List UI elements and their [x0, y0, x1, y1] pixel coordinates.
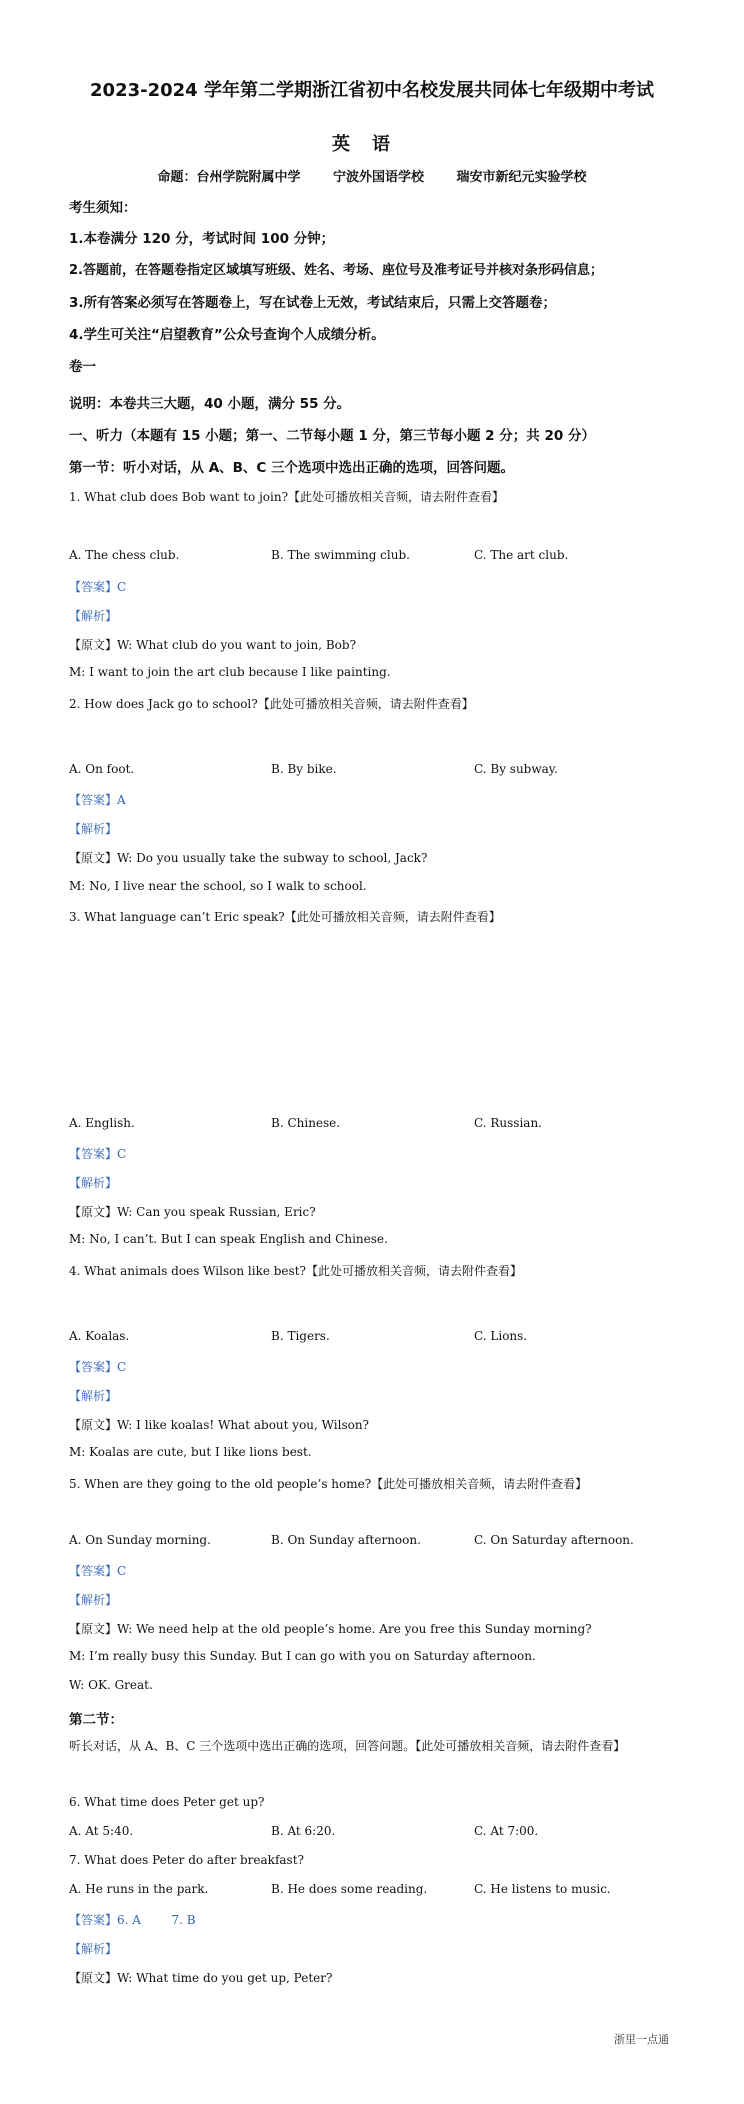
- answer-label: 【答案】A: [69, 793, 126, 807]
- analysis-label: 【解析】: [69, 1176, 118, 1190]
- notice-item: 2.答题前，在答题卷指定区域填写班级、姓名、考场、座位号及准考证号并核对条形码信息；: [69, 263, 603, 278]
- volume-explain: 说明：本卷共三大题，40 小题，满分 55 分。: [69, 396, 351, 412]
- option-c: C. Lions.: [474, 1329, 528, 1343]
- option-c: C. Russian.: [474, 1116, 542, 1130]
- option-c: C. On Saturday afternoon.: [474, 1533, 634, 1547]
- notice-heading: 考生须知：: [69, 200, 137, 216]
- analysis-label: 【解析】: [69, 822, 118, 836]
- answer-label: 【答案】C: [69, 1147, 127, 1161]
- answer-label: [69, 578, 126, 595]
- author-3: 瑞安市新纪元实验学校: [456, 170, 587, 185]
- notice-item: 1.本卷满分 120 分，考试时间 100 分钟；: [69, 231, 335, 247]
- question-5: 5. When are they going to the old people’s home?【此处可播放相关音频，请去附件查看】: [69, 1477, 588, 1491]
- analysis-label: 【解析】: [69, 1389, 118, 1403]
- transcript-line: W: OK. Great.: [69, 1678, 153, 1692]
- question-2: 2. How does Jack go to school?【此处可播放相关音频，请去附件查看】: [69, 697, 474, 711]
- transcript-line: 【原文】W: Can you speak Russian, Eric?: [69, 1205, 316, 1219]
- volume-label: 卷一: [69, 359, 96, 375]
- option-b: B. Tigers.: [271, 1329, 330, 1343]
- option-b: B. He does some reading.: [271, 1882, 428, 1896]
- footer-brand: 浙里一点通: [614, 2033, 669, 2046]
- analysis-label: 【解析】: [69, 609, 118, 623]
- transcript-line: M: No, I can’t. But I can speak English and Chinese.: [69, 1232, 388, 1246]
- transcript-line: M: Koalas are cute, but I like lions best.: [69, 1445, 312, 1459]
- question-3: 3. What language can’t Eric speak?【此处可播放相关音频，请去附件查看】: [69, 910, 501, 924]
- author-1: 命题：台州学院附属中学: [157, 170, 301, 185]
- subject-heading: 英语: [332, 134, 412, 155]
- transcript-line: 【原文】W: What club do you want to join, Bob?: [69, 638, 357, 652]
- option-c: C. The art club.: [474, 548, 569, 562]
- option-b: B. On Sunday afternoon.: [271, 1533, 421, 1547]
- question-1: 1. What club does Bob want to join?【此处可播放相关音频，请去附件查看】: [69, 490, 505, 504]
- question-6: 6. What time does Peter get up?: [69, 1795, 265, 1809]
- part1-heading: 一、听力（本题有 15 小题；第一、二节每小题 1 分，第三节每小题 2 分；共 20 分）: [69, 428, 595, 444]
- transcript-line: 【原文】W: We need help at the old people’s home. Are you free this Sunday morning?: [69, 1622, 592, 1636]
- notice-item: 4.学生可关注“启望教育”公众号查询个人成绩分析。: [69, 327, 385, 343]
- option-a: A. The chess club.: [69, 548, 180, 562]
- option-c: C. He listens to music.: [474, 1882, 611, 1896]
- answer-label: 【答案】6. A 7. B: [69, 1913, 196, 1927]
- authors-line: [0, 166, 744, 185]
- analysis-label: 【解析】: [69, 1942, 118, 1956]
- analysis-label: 【解析】: [69, 1593, 118, 1607]
- transcript-line: M: I’m really busy this Sunday. But I can go with you on Saturday afternoon.: [69, 1649, 536, 1663]
- answer-label: 【答案】C: [69, 1564, 127, 1578]
- transcript-line: 【原文】W: I like koalas! What about you, Wilson?: [69, 1418, 369, 1432]
- option-a: A. He runs in the park.: [69, 1882, 209, 1896]
- author-2: 宁波外国语学校: [332, 170, 424, 185]
- transcript-line: M: No, I live near the school, so I walk to school.: [69, 879, 367, 893]
- notice-item: 3.所有答案必须写在答题卷上，写在试卷上无效，考试结束后，只需上交答题卷；: [69, 295, 557, 311]
- page-title: 2023-2024 学年第二学期浙江省初中名校发展共同体七年级期中考试: [90, 80, 654, 101]
- option-a: A. Koalas.: [69, 1329, 130, 1343]
- option-a: A. On Sunday morning.: [69, 1533, 211, 1547]
- answer-text: 【答案】C: [69, 580, 127, 594]
- answer-label: 【答案】C: [69, 1360, 127, 1374]
- question-7: 7. What does Peter do after breakfast?: [69, 1853, 304, 1867]
- section2-intro: 听长对话，从 A、B、C 三个选项中选出正确的选项，回答问题。【此处可播放相关音频，请去附件查看】: [69, 1739, 626, 1753]
- option-a: A. At 5:40.: [69, 1824, 134, 1838]
- section1-heading: 第一节：听小对话，从 A、B、C 三个选项中选出正确的选项，回答问题。: [69, 460, 515, 476]
- transcript-line: 【原文】W: What time do you get up, Peter?: [69, 1971, 333, 1985]
- option-a: A. English.: [69, 1116, 135, 1130]
- option-b: B. At 6:20.: [271, 1824, 336, 1838]
- option-c: C. By subway.: [474, 762, 558, 776]
- option-c: C. At 7:00.: [474, 1824, 539, 1838]
- option-b: B. The swimming club.: [271, 548, 410, 562]
- transcript-line: 【原文】W: Do you usually take the subway to school, Jack?: [69, 851, 428, 865]
- section2-heading: 第二节：: [69, 1712, 123, 1728]
- option-b: B. By bike.: [271, 762, 337, 776]
- transcript-line: M: I want to join the art club because I like painting.: [69, 665, 391, 679]
- question-4: 4. What animals does Wilson like best?【此处可播放相关音频，请去附件查看】: [69, 1264, 522, 1278]
- option-a: A. On foot.: [69, 762, 135, 776]
- option-b: B. Chinese.: [271, 1116, 341, 1130]
